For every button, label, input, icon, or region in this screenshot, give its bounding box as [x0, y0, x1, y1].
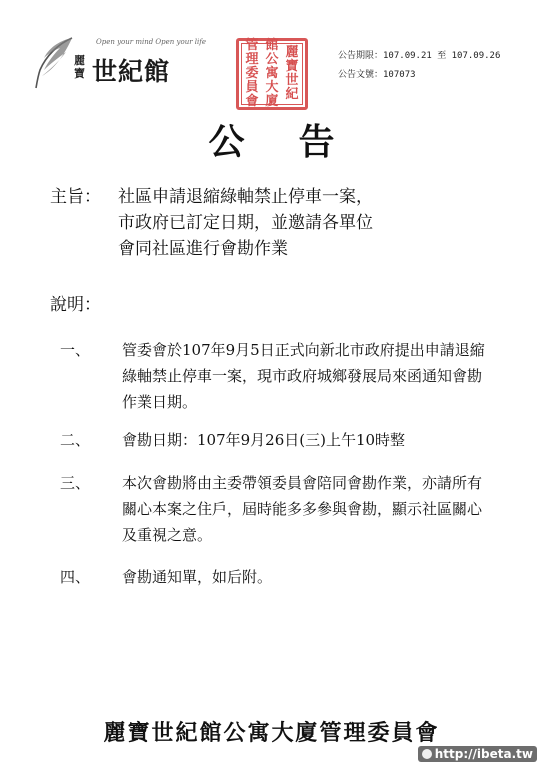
watermark-icon: [422, 749, 432, 759]
notice-period-label: 公告期限：: [338, 51, 384, 61]
notice-docno: [338, 66, 500, 85]
seal-char: 公: [265, 52, 279, 67]
seal-column: [285, 46, 298, 102]
seal-char: 大: [265, 80, 279, 95]
page-title: 公告: [208, 121, 389, 163]
item-number: 四、: [60, 568, 91, 586]
item-number: 一、: [60, 341, 91, 359]
logo: [28, 34, 206, 98]
logo-tagline: Open your mind Open your life: [96, 38, 206, 46]
logo-name: 世紀館: [92, 57, 171, 86]
subject-text: 社區申請退縮綠軸禁止停車一案，市政府已訂定日期，並邀請各單位會同社區進行會勘作業: [118, 187, 373, 259]
watermark: [418, 746, 537, 762]
issuing-organization: 麗寶世紀館公寓大廈管理委員會: [103, 720, 440, 746]
notice-period-value: 107.09.21 至 107.09.26: [383, 51, 501, 61]
subject-label: 主旨：: [50, 187, 101, 207]
feather-icon: [28, 36, 76, 96]
seal-char: 會: [245, 94, 259, 109]
seal-char: 寶: [285, 59, 299, 74]
seal-char: 廈: [265, 94, 279, 109]
explanation-heading: 說明：: [50, 295, 101, 315]
logo-small-text: 麗寶: [74, 54, 85, 80]
notice-meta: [338, 47, 500, 85]
notice-period: [338, 47, 500, 66]
item-number: 三、: [60, 474, 91, 492]
item-text: 會勘通知單，如后附。: [122, 568, 273, 586]
item-text: 本次會勘將由主委帶領委員會陪同會勘作業，亦請所有關心本案之住戶，屆時能多多參與會勘，顯示社區關心及重視之意。: [122, 474, 483, 544]
seal-char: 世: [285, 73, 299, 88]
seal-column: [265, 39, 278, 109]
seal-char: 麗: [285, 45, 299, 60]
seal-char: 寓: [265, 66, 279, 81]
seal-char: 理: [245, 52, 259, 67]
seal-char: 館: [265, 38, 279, 53]
seal-char: 紀: [285, 87, 299, 102]
seal-column: [245, 39, 258, 109]
official-seal: [236, 38, 308, 110]
seal-char: 管: [245, 38, 259, 53]
watermark-text: http://ibeta.tw: [434, 747, 533, 761]
item-number: 二、: [60, 431, 91, 449]
item-text: 管委會於107年9月5日正式向新北市政府提出申請退縮綠軸禁止停車一案，現市政府城鄉發展局來函通知會勘作業日期。: [122, 341, 485, 411]
seal-char: 員: [245, 80, 259, 95]
notice-docno-value: 107073: [383, 70, 416, 80]
item-text: 會勘日期：107年9月26日(三)上午10時整: [122, 431, 406, 449]
seal-char: 委: [245, 66, 259, 81]
notice-docno-label: 公告文號：: [338, 70, 384, 80]
